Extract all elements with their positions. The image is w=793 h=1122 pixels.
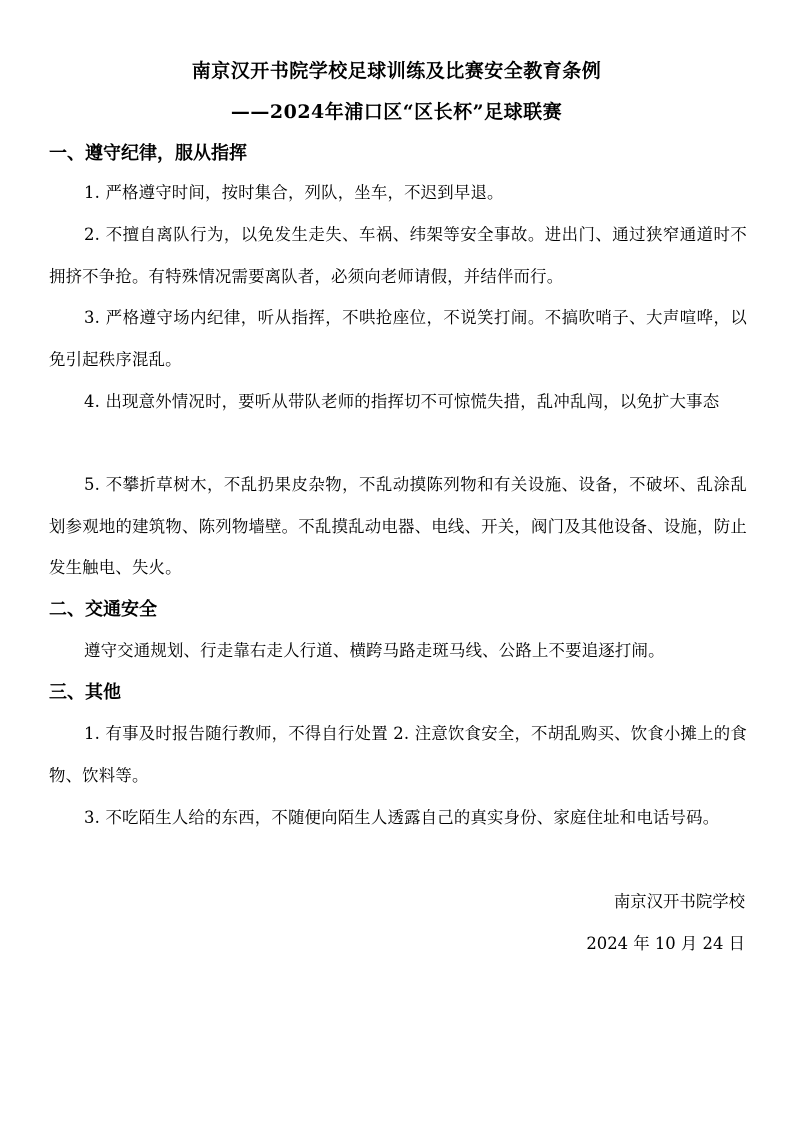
paragraph-1-3: 3. 严格遵守场内纪律，听从指挥，不哄抢座位，不说笑打闹。不搞吹哨子、大声喧哗，以免引起秩序混乱。 [49,308,747,369]
section-heading-traffic: 二、交通安全 [49,599,157,620]
paragraph-1-1: 1. 严格遵守时间，按时集合，列队，坐车，不迟到早退。 [84,183,504,202]
paragraph-1-4: 4. 出现意外情况时，要听从带队老师的指挥切不可惊慌失措，乱冲乱闯，以免扩大事态 [84,392,720,411]
signature-date: 2024 年 10 月 24 日 [586,934,745,953]
paragraph-1-2: 2. 不擅自离队行为，以免发生走失、车祸、纬架等安全事故。进出门、通过狭窄通道时不拥挤不争抢。有特殊情况需要离队者，必须向老师请假，并结伴而行。 [49,225,747,286]
paragraph-3-1: 1. 有事及时报告随行教师，不得自行处置 2. 注意饮食安全，不胡乱购买、饮食小摊上的食物、饮料等。 [49,724,747,785]
signature-school: 南京汉开书院学校 [613,892,745,911]
paragraph-1-5: 5. 不攀折草树木，不乱扔果皮杂物，不乱动摸陈列物和有关设施、设备，不破坏、乱涂乱划参观地的建筑物、陈列物墙壁。不乱摸乱动电器、电线、开关，阀门及其他设备、设施，防止发生触电、失火。 [49,475,747,577]
section-heading-other: 三、其他 [49,682,121,703]
section-heading-discipline: 一、遵守纪律，服从指挥 [49,143,247,164]
paragraph-2-1: 遵守交通规划、行走靠右走人行道、横跨马路走斑马线、公路上不要追逐打闹。 [84,641,665,660]
document-title: 南京汉开书院学校足球训练及比赛安全教育条例 [191,60,602,82]
paragraph-3-2: 3. 不吃陌生人给的东西，不随便向陌生人透露自己的真实身份、家庭住址和电话号码。 [84,808,720,827]
document-subtitle: ——2024年浦口区“区长杯”足球联赛 [230,101,563,123]
